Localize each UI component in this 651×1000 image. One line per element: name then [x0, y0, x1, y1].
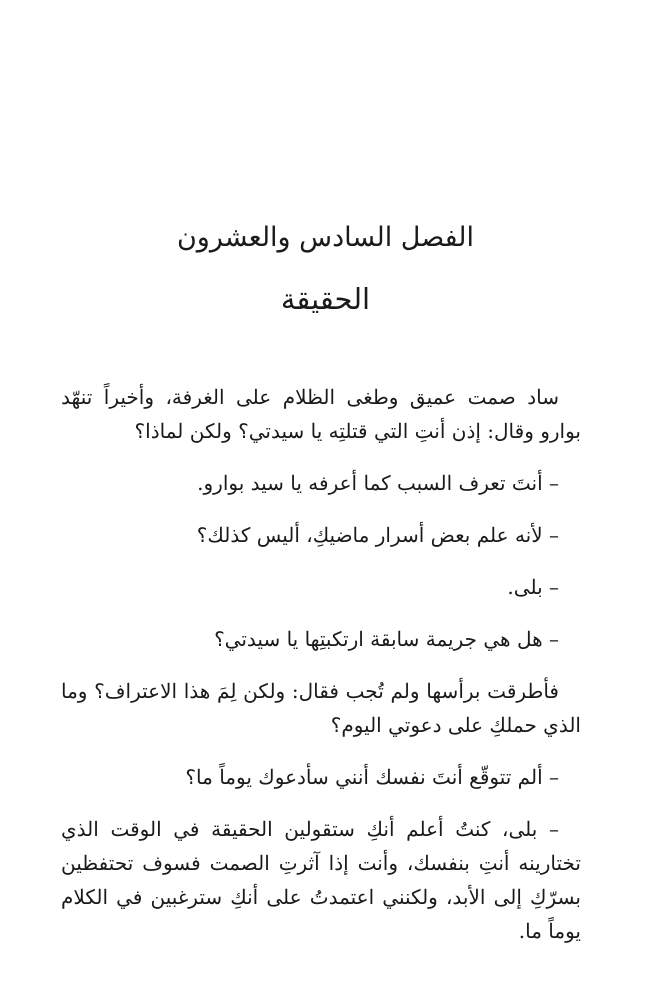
paragraph-1: ساد صمت عميق وطغى الظلام على الغرفة، وأخيراً تنهّد بوارو وقال: إذن أنتِ التي قتلتِه يا سيدتي؟ ولكن لماذا؟: [61, 385, 581, 443]
chapter-body: [61, 380, 581, 966]
dialogue-line-4: – هل هي جريمة سابقة ارتكبتِها يا سيدتي؟: [214, 627, 559, 651]
dialogue-line-3: – بلى.: [507, 575, 559, 599]
chapter-title: الفصل السادس والعشرون: [176, 222, 475, 253]
paragraph-2: فأطرقت برأسها ولم تُجب فقال: ولكن لِمَ هذا الاعتراف؟ وما الذي حملكِ على دعوتي اليوم؟: [61, 679, 581, 737]
dialogue-line-2: – لأنه علم بعض أسرار ماضيكِ، أليس كذلك؟: [196, 523, 559, 547]
dialogue-line-5: – ألم تتوقّع أنتَ نفسك أنني سأدعوك يوماً ما؟: [185, 765, 559, 789]
chapter-subtitle: الحقيقة: [280, 282, 371, 316]
dialogue-line-6: – بلى، كنتُ أعلم أنكِ ستقولين الحقيقة في الوقت الذي تختارينه أنتِ بنفسك، وأنت إذا آثرتِ الصمت فسوف تحتفظين بسرّكِ إلى الأبد، ولكنني اعتمدتُ على أنكِ سترغبين في الكلام يوماً ما.: [61, 817, 581, 943]
dialogue-line-1: – أنتَ تعرف السبب كما أعرفه يا سيد بوارو.: [197, 471, 559, 495]
